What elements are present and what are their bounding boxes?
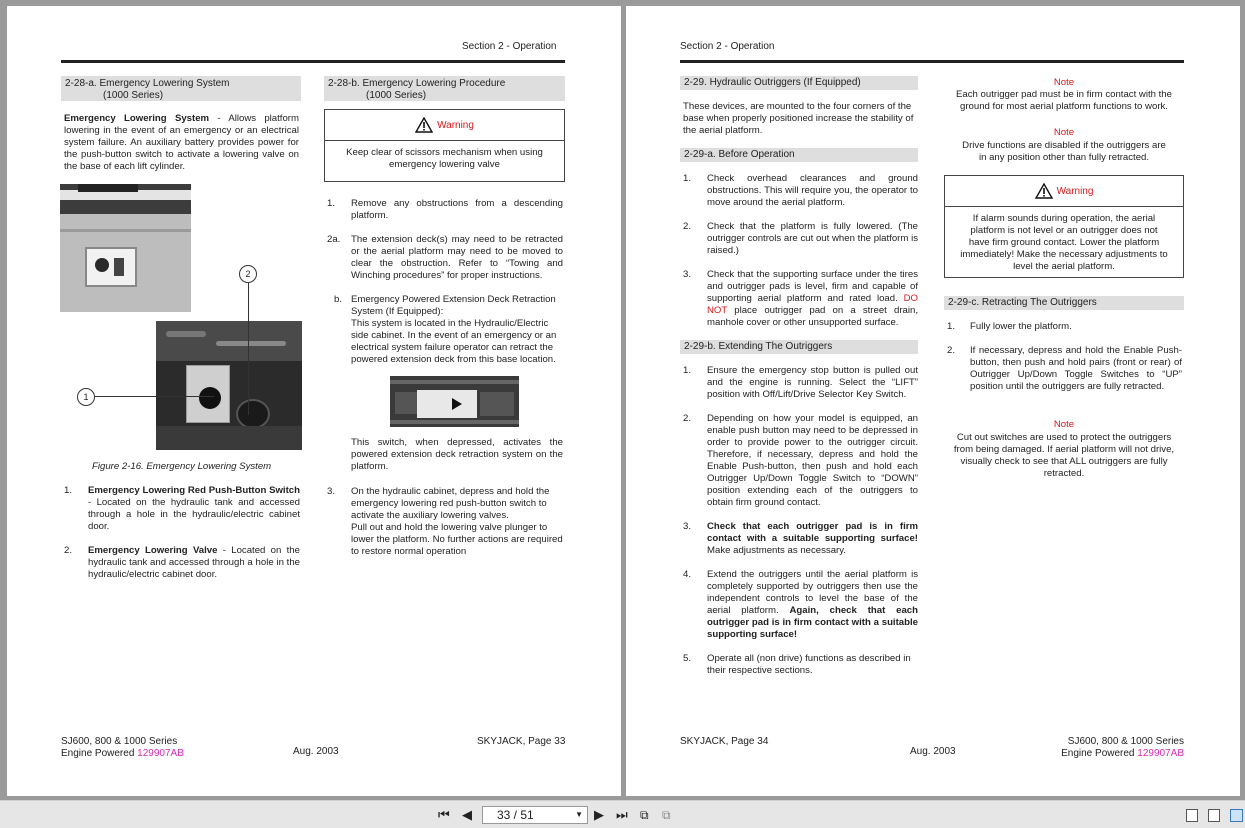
left-page	[7, 6, 621, 796]
deck-retraction-switch-photo	[390, 376, 519, 427]
step-text: Extend the outriggers until the aerial platform is completely supported by outriggers then use the independent controls to level the base of the aerial platform. Again, check that each outrigger pad is in firm contact with a suitable supporting surface!	[707, 569, 918, 640]
chevron-down-icon: ▼	[575, 810, 583, 819]
step-text: Check that the supporting surface under the tires and outrigger pads is level, firm and capable of supporting aerial platform and rated load. DO NOT place outrigger pad on a street drain, manhole cover or other unsupported surface.	[707, 269, 918, 328]
last-page-icon[interactable]: ⏭	[616, 807, 628, 822]
footer-model: SJ600, 800 & 1000 Series Engine Powered 129907AB	[61, 736, 184, 759]
note-title: Note	[1053, 127, 1075, 138]
step-text: Fully lower the platform.	[970, 321, 1072, 332]
section-heading-2-29-b: 2-29-b. Extending The Outriggers	[680, 340, 918, 354]
warning-icon	[1035, 183, 1053, 199]
section-heading-2-29-a: 2-29-a. Before Operation	[680, 148, 918, 162]
first-page-icon[interactable]: ⏮	[438, 807, 450, 822]
paste-page-icon[interactable]: ⧉	[662, 808, 671, 822]
step-number: b.	[334, 294, 343, 305]
step-number: 2a.	[327, 234, 341, 245]
step-text: Check that the platform is fully lowered. (The outrigger controls are cut out when the platform is raised.)	[707, 221, 918, 256]
page-number-select[interactable]: 33 / 51 ▼	[482, 806, 588, 824]
step-text: Operate all (non drive) functions as described in their respective sections.	[707, 653, 911, 676]
header-rule	[61, 60, 565, 63]
footer-page-label: SKYJACK, Page 34	[680, 736, 769, 747]
step-text: The extension deck(s) may need to be retracted or the aerial platform may need to be moved to clear the obstruction. Refer to “Towing and Winching procedures” for proper instructions.	[351, 234, 563, 281]
step-text: Remove any obstructions from a descending platform.	[351, 198, 563, 221]
step-number: 1.	[327, 198, 336, 209]
two-page-view-icon[interactable]	[1230, 809, 1243, 822]
switch-description: This switch, when depressed, activates the powered extension deck retraction system on the platform.	[351, 437, 563, 472]
warning-box	[324, 109, 565, 182]
note-title: Note	[1053, 419, 1075, 430]
single-page-view-icon[interactable]	[1186, 809, 1198, 822]
warning-text: If alarm sounds during operation, the aerial platform is not level or an outrigger does not have firm ground contact. Lower the platform immediately! Make the necessary adjustments to level the aerial platform.	[960, 213, 1168, 272]
step-text: Depending on how your model is equipped, an enable push button may need to be depressed in order to provide power to the outrigger circuit. Therefore, if necessary, depress and hold the Enable Push-button, then push and hold each Outrigger Up/Down Toggle Switch to “DOWN” position extending each of the outriggers to obtain firm ground contact.	[707, 413, 918, 508]
footer-date: Aug. 2003	[293, 746, 339, 757]
intro-paragraph: Emergency Lowering System - Allows platform lowering in the event of an emergency or an electrical system failure. An auxiliary battery provides power for the push-button switch to activate a lowering valve on the base of each lift cylinder.	[64, 113, 299, 172]
callout-1: 1	[77, 388, 95, 406]
step-number: 1.	[947, 321, 956, 332]
callout-1-leader	[94, 396, 214, 397]
warning-box	[944, 175, 1184, 278]
step-number: 2.	[947, 345, 956, 356]
note-text: Each outrigger pad must be in firm contact with the ground for most aerial platform functions to work.	[956, 89, 1172, 112]
continuous-view-icon[interactable]	[1208, 809, 1220, 822]
section-heading-2-28-b: 2-28-b. Emergency Lowering Procedure (1000 Series)	[324, 76, 565, 101]
step-number: 3.	[683, 269, 692, 280]
warning-icon	[415, 117, 433, 133]
section-heading-2-29: 2-29. Hydraulic Outriggers (If Equipped)	[680, 76, 918, 90]
step-text: Check overhead clearances and ground obstructions. This will require you, the operator to move around the aerial platform.	[707, 173, 918, 208]
footer-page-label: SKYJACK, Page 33	[477, 736, 566, 747]
list-item-number: 1.	[64, 485, 73, 496]
callout-2-leader	[248, 283, 249, 415]
step-number: 3.	[327, 486, 336, 497]
step-text: On the hydraulic cabinet, depress and hold the emergency lowering red push-button switch to activate the auxiliary lowering valves. Pull out and hold the lowering valve plunger to lower the platform. No further actions are required to restore normal operation	[351, 486, 563, 557]
callout-2: 2	[239, 265, 257, 283]
step-number: 2.	[683, 221, 692, 232]
list-item: Emergency Lowering Valve - Located on the hydraulic tank and accessed through a hole in the hydraulic/electric cabinet door.	[88, 545, 300, 580]
next-page-icon[interactable]: ▶	[594, 807, 604, 822]
right-page	[626, 6, 1240, 796]
step-number: 5.	[683, 653, 692, 664]
section-heading-2-29-c: 2-29-c. Retracting The Outriggers	[944, 296, 1184, 310]
footer-model: SJ600, 800 & 1000 Series Engine Powered 129907AB	[1061, 736, 1184, 759]
step-number: 2.	[683, 413, 692, 424]
list-item: Emergency Lowering Red Push-Button Switch - Located on the hydraulic tank and accessed through a hole in the hydraulic/electric cabinet door.	[88, 485, 300, 532]
intro-paragraph: These devices, are mounted to the four corners of the base when properly positioned increase the stability of the aerial platform.	[683, 101, 914, 136]
hydraulic-cabinet-photo	[156, 321, 302, 450]
header-rule	[680, 60, 1184, 63]
warning-title: Warning	[1056, 185, 1094, 197]
copy-page-icon[interactable]: ⧉	[640, 808, 649, 822]
step-number: 4.	[683, 569, 692, 580]
section-header: Section 2 - Operation	[680, 41, 775, 52]
note-text: Cut out switches are used to protect the outriggers from being damaged. If aerial platform will not drive, visually check to see that ALL outriggers are fully retracted.	[953, 432, 1175, 479]
list-item-number: 2.	[64, 545, 73, 556]
warning-text: Keep clear of scissors mechanism when using emergency lowering valve	[346, 147, 543, 170]
step-text: Ensure the emergency stop button is pulled out and the engine is running. Select the “LIFT” position with Off/Lift/Drive Selector Key Switch.	[707, 365, 918, 400]
step-number: 1.	[683, 173, 692, 184]
section-header: Section 2 - Operation	[462, 41, 557, 52]
step-number: 3.	[683, 521, 692, 532]
section-heading-2-28-a: 2-28-a. Emergency Lowering System (1000 Series)	[61, 76, 301, 101]
note-text: Drive functions are disabled if the outriggers are in any position other than fully retracted.	[962, 140, 1166, 163]
warning-title: Warning	[437, 119, 474, 131]
lift-cylinder-photo	[60, 184, 191, 312]
previous-page-icon[interactable]: ◀	[462, 807, 472, 822]
step-text: If necessary, depress and hold the Enable Push-button, then push and hold pairs (front or rear) of Outrigger Up/Down Toggle Switches to “UP” position until the outriggers are fully retracted.	[970, 345, 1182, 392]
figure-caption: Figure 2-16. Emergency Lowering System	[92, 461, 272, 472]
step-text: Check that each outrigger pad is in firm contact with a suitable supporting surface! Make adjustments as necessary.	[707, 521, 918, 556]
viewer-toolbar	[0, 800, 1245, 828]
note-title: Note	[1053, 77, 1075, 88]
step-text: Emergency Powered Extension Deck Retraction System (If Equipped): This system is located in the Hydraulic/Electric side cabinet. In the event of an emergency or an electrical system failure operator can retract the powered extension deck from this base location.	[351, 294, 557, 365]
step-number: 1.	[683, 365, 692, 376]
footer-date: Aug. 2003	[910, 746, 956, 757]
